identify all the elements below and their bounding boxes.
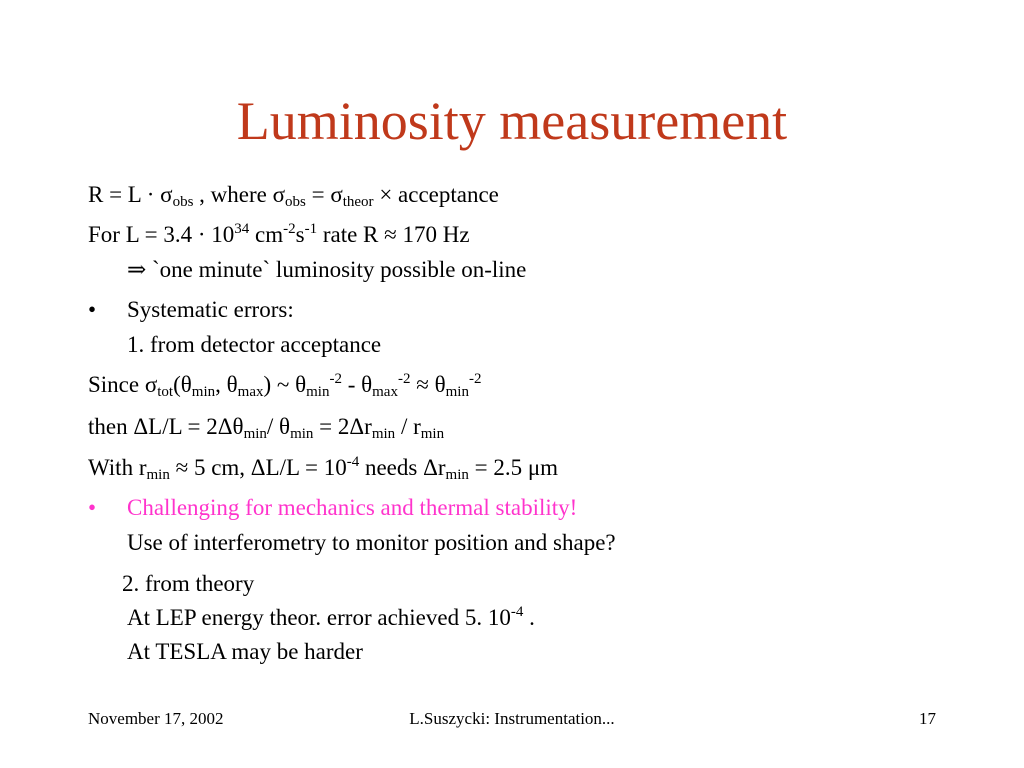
tesla-line: At TESLA may be harder <box>127 639 363 664</box>
bullet-marker: • <box>88 297 97 322</box>
online-luminosity-line: ⇒ `one minute` luminosity possible on-line <box>127 257 527 282</box>
page-number: 17 <box>919 709 936 728</box>
error-propagation-line: then $\Delta L/L = 2\Delta\theta_{min}/$ $\theta_{min} = 2\Delta r_{min} / r_{min}$ <box>88 414 445 442</box>
detector-acceptance-item: 1. from detector acceptance <box>127 332 382 357</box>
slide-title: Luminosity measurement <box>236 91 788 151</box>
footer-date: November 17, 2002 <box>88 709 224 728</box>
challenge-highlight-text: Challenging for mechanics and thermal stability! <box>127 495 578 520</box>
bullet-marker-highlight: • <box>88 495 97 520</box>
interferometry-line: Use of interferometry to monitor position and shape? <box>127 530 616 555</box>
lep-error-line: At LEP energy theor. error achieved 5. $10^{-4}$ . <box>127 604 535 630</box>
footer-author: L.Suszycki: Instrumentation... <box>409 709 615 728</box>
luminosity-formula-line: $R = L \cdot \sigma_{obs}$ , where $\sigma_{obs} = \sigma_{theor}$ × acceptance <box>88 182 499 210</box>
systematic-errors-heading: Systematic errors: <box>127 297 294 322</box>
theory-item: 2. from theory <box>122 571 255 596</box>
precision-requirement-line: With $r_{min} \approx 5$ cm, $\Delta L/L = 10^{-4}$ needs $\Delta r_{min} = 2.5$ μm <box>88 454 559 483</box>
rate-line: For $L = 3.4 \cdot 10^{34}$ $cm^{-2}s^{-1}$ rate R ≈ 170 Hz <box>88 221 470 247</box>
cross-section-line: Since $\sigma_{tot}(\theta_{min}$, $\theta_{max}$) ~ $\theta_{min}^{-2} - \theta_{max}^{-2} \approx \theta_{min}^{-2}$ <box>88 371 482 400</box>
